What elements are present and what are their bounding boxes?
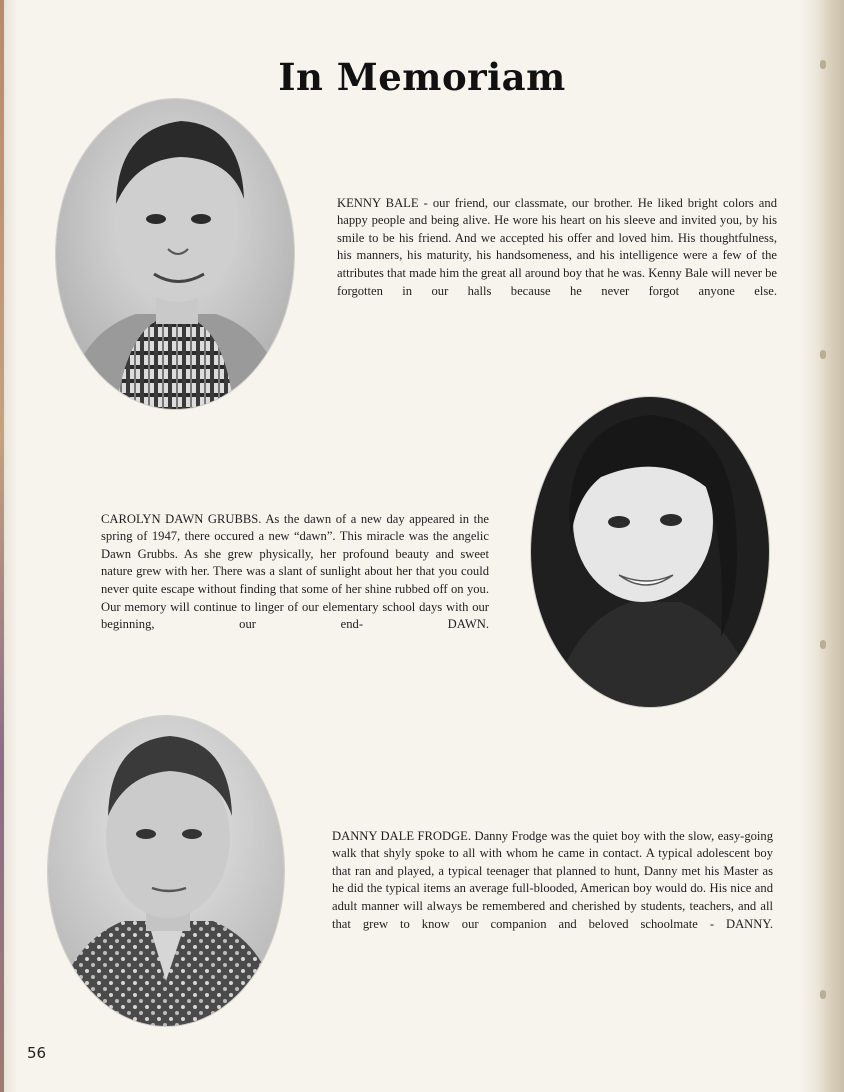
binding-hole-mark <box>820 350 826 359</box>
page-edge-binding <box>0 0 4 1092</box>
portrait-photo-girl-smiling <box>531 397 769 707</box>
tribute-text-kenny-bale: KENNY BALE - our friend, our classmate, our brother. He liked bright colors and happy people and being alive. He wore his heart on his sleeve and invited you, by his smile to be his friend. And we accepted his offer and loved him. His thoughtfulness, his manners, his maturity, his handsomeness, and his intelligence were a few of the attributes that made him the great all around boy that he was. Kenny Bale will never be forgotten in our halls because he never forgot anyone else. <box>337 195 777 298</box>
binding-hole-mark <box>820 640 826 649</box>
page-title: In Memoriam <box>278 54 566 99</box>
tribute-text-danny-dale-frodge: DANNY DALE FRODGE. Danny Frodge was the quiet boy with the slow, easy-going walk that shyly spoke to all with whom he came in contact. A typical adolescent boy that ran and played, a typical teenager that planned to hunt, Danny met his Master as he did the typical items an average full-blooded, American boy would do. His nice and adult manner will always be remembered and cherished by students, teachers, and all that grew to know our companion and beloved schoolmate - DANNY. <box>332 828 773 931</box>
binding-hole-mark <box>820 990 826 999</box>
binding-hole-mark <box>820 60 826 69</box>
portrait-photo-boy-plaid-shirt <box>56 99 294 409</box>
page-number: 56 <box>27 1044 47 1062</box>
tribute-text-carolyn-dawn-grubbs: CAROLYN DAWN GRUBBS. As the dawn of a new day appeared in the spring of 1947, there occured a new “dawn”. This miracle was the angelic Dawn Grubbs. As she grew physically, her profound beauty and sweet nature grew with her. There was a slant of sunlight about her that you could never quite escape without finding that some of her shine rubbed off on you. Our memory will continue to linger of our elementary school days with our beginning, our end- DAWN. <box>101 511 489 632</box>
portrait-photo-boy-patterned-shirt <box>48 716 284 1026</box>
